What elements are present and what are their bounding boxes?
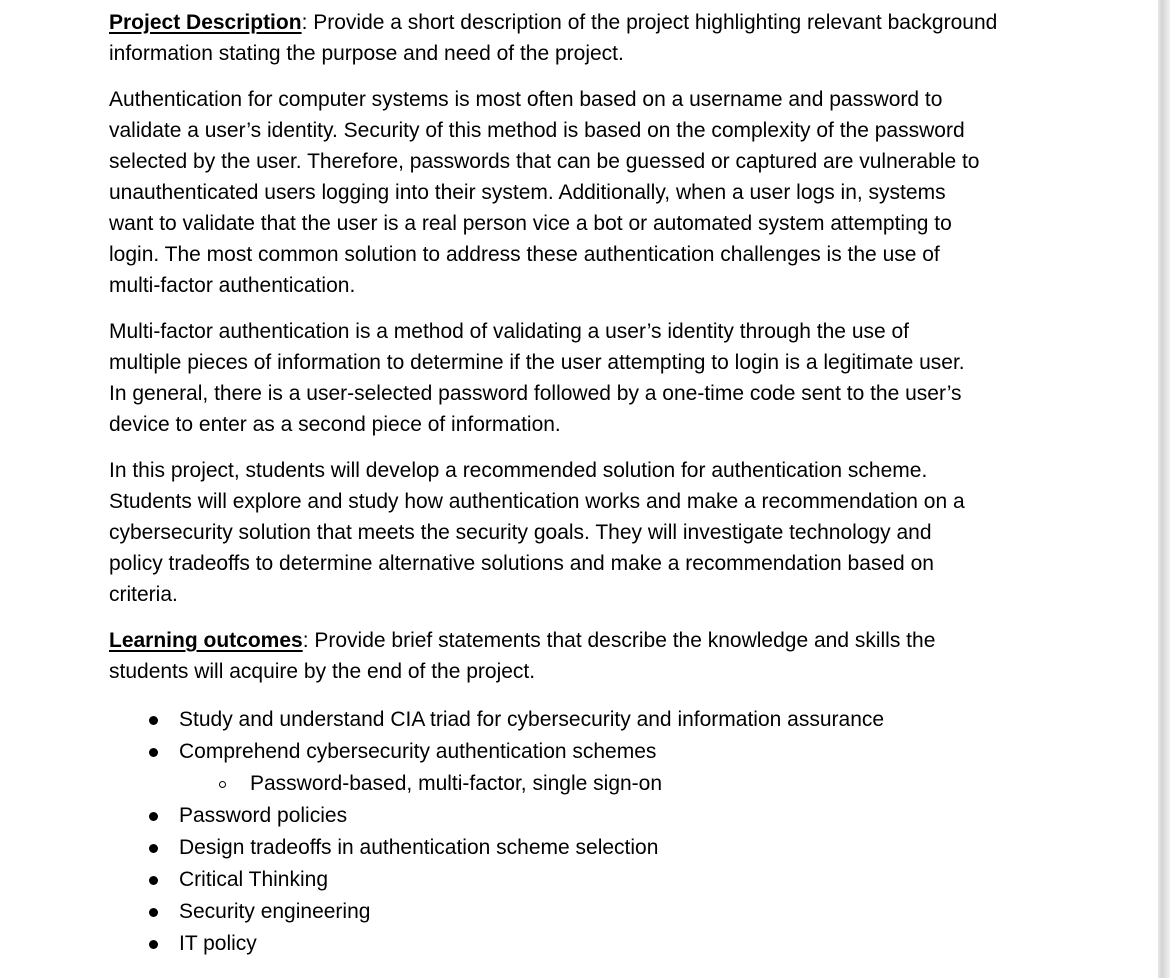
body-paragraph-multi-factor: Multi-factor authentication is a method of validating a user’s identity through the use of multiple pieces of information to determine if the user attempting to login is a legitimate user. In general, there is a user-selected password followed by a one-time code sent to the user’s device to enter as a second piece of information. — [109, 320, 965, 436]
learning-outcomes-intro: : Provide brief statements that describe the knowledge and skills the students will acquire by the end of the project. — [109, 629, 936, 683]
bullet-icon — [149, 812, 158, 821]
list-item-text: Critical Thinking — [179, 868, 328, 891]
project-description-heading: Project Description — [109, 11, 302, 34]
list-item-text: Comprehend cybersecurity authentication schemes — [179, 740, 657, 763]
bullet-icon — [149, 748, 158, 757]
list-item-text: Security engineering — [179, 900, 371, 923]
list-item — [109, 896, 1039, 928]
list-item-text: Password policies — [179, 804, 348, 827]
list-item — [109, 800, 1039, 832]
learning-outcomes-paragraph — [109, 625, 1039, 687]
list-item-text: Study and understand CIA triad for cybersecurity and information assurance — [179, 708, 885, 731]
page-edge-shadow — [1158, 0, 1170, 978]
learning-outcomes-heading: Learning outcomes — [109, 629, 303, 652]
list-item — [109, 928, 1039, 960]
bullet-icon — [149, 844, 158, 853]
list-item-text: IT policy — [179, 932, 257, 955]
list-item — [109, 832, 1039, 864]
list-item-text: Design tradeoffs in authentication scheme selection — [179, 836, 659, 859]
learning-outcomes-list — [109, 704, 1039, 960]
list-item — [109, 704, 1039, 736]
sub-list-item — [179, 768, 1039, 800]
project-description-intro: : Provide a short description of the project highlighting relevant background information stating the purpose and need of the project. — [109, 11, 998, 65]
bullet-icon — [149, 876, 158, 885]
bullet-icon — [149, 940, 158, 949]
sub-list-item-text: Password-based, multi-factor, single sign-on — [250, 772, 663, 795]
project-description-paragraph — [109, 7, 1039, 69]
list-item — [109, 736, 1039, 800]
body-paragraph-project-overview: In this project, students will develop a recommended solution for authentication scheme. Students will explore and study how authentication works and make a recommendation on a cybersecurity solution that meets the security goals. They will investigate technology and policy tradeoffs to determine alternative solutions and make a recommendation based on criteria. — [109, 459, 965, 606]
sub-list — [179, 768, 1039, 800]
bullet-icon — [149, 908, 158, 917]
bullet-icon — [149, 716, 158, 725]
list-item — [109, 864, 1039, 896]
body-paragraph-authentication: Authentication for computer systems is most often based on a username and password to validate a user’s identity. Security of this method is based on the complexity of the password selected by the user. Therefore, passwords that can be guessed or captured are vulnerable to unauthenticated users logging into their system. Additionally, when a user logs in, systems want to validate that the user is a real person vice a bot or automated system attempting to login. The most common solution to address these authentication challenges is the use of multi-factor authentication. — [109, 88, 980, 297]
document-body — [109, 7, 1039, 958]
hollow-bullet-icon — [219, 781, 226, 788]
